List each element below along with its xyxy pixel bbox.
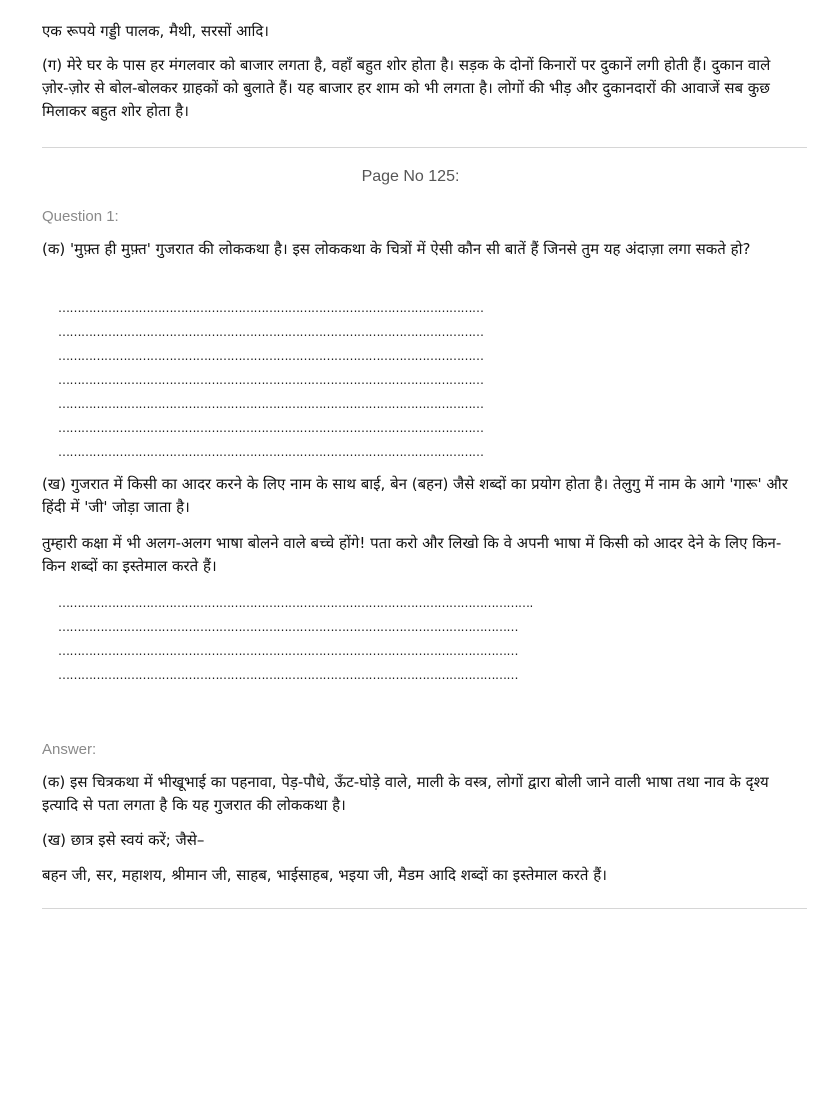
continuation-text: एक रूपये गड्डी पालक, मैथी, सरसों आदि। <box>42 22 269 40</box>
question-kha: (ख) गुजरात में किसी का आदर करने के लिए नाम के साथ बाई, बेन (बहन) जैसे शब्दों का प्रयोग होता है। तेलुगु में नाम के आगे 'गारू' और हिंदी में 'जी' जोड़ा जाता है। <box>42 475 788 516</box>
answer-blank-line: ………………………………………………………………………………………………… <box>58 325 484 339</box>
question-kha-task: तुम्हारी कक्षा में भी अलग-अलग भाषा बोलने वाले बच्चे होंगे! पता करो और लिखो कि वे अपनी भाषा में किसी को आदर देने के लिए किन-किन शब्दों का इस्तेमाल करते हैं। <box>42 534 782 575</box>
answer-kha-example: बहन जी, सर, महाशय, श्रीमान जी, साहब, भाईसाहब, भइया जी, मैडम आदि शब्दों का इस्तेमाल करते हैं। <box>42 866 607 884</box>
answer-label: Answer: <box>42 741 97 758</box>
answer-blank-line: ………………………………………………………………………………………………… <box>58 421 484 435</box>
answer-blank-line: ………………………………………………………………………………………………… <box>58 445 484 459</box>
question-label: Question 1: <box>42 208 119 225</box>
answer-blank-line: ………………………………………………………………………………………………………… <box>58 620 518 634</box>
section-divider <box>42 147 807 148</box>
question-ka: (क) 'मुफ़्त ही मुफ़्त' गुजरात की लोककथा है। इस लोककथा के चित्रों में ऐसी कौन सी बातें हैं जिनसे तुम यह अंदाज़ा लगा सकते हो? <box>42 240 751 258</box>
section-divider <box>42 908 807 909</box>
page-number: Page No 125: <box>361 168 460 185</box>
answer-ka: (क) इस चित्रकथा में भीखूभाई का पहनावा, पेड़-पौधे, ऊँट-घोड़े वाले, माली के वस्त्र, लोगों द्वारा बोली जाने वाली भाषा तथा नाव के दृश्य इत्यादि से पता लगता है कि यह गुजरात की लोककथा है। <box>42 773 769 814</box>
answer-blank-line: ………………………………………………………………………………………………… <box>58 373 484 387</box>
answer-blank-line: ………………………………………………………………………………………………………… <box>58 668 518 682</box>
answer-blank-line: ………………………………………………………………………………………………… <box>58 397 484 411</box>
answer-blank-line: ……………………………………………………………………………………………………………. <box>58 596 533 610</box>
answer-blank-line: ………………………………………………………………………………………………… <box>58 349 484 363</box>
answer-kha-intro: (ख) छात्र इसे स्वयं करें; जैसे– <box>42 831 205 849</box>
answer-blank-line: ………………………………………………………………………………………………… <box>58 301 484 315</box>
paragraph-ga: (ग) मेरे घर के पास हर मंगलवार को बाजार लगता है, वहाँ बहुत शोर होता है। सड़क के दोनों किनारों पर दुकानें लगी होती हैं। दुकान वाले ज़ोर-ज़ोर से बोल-बोलकर ग्राहकों को बुलाते हैं। यह बाजार हर शाम को भी लगता है। लोगों की भीड़ और दुकानदारों की आवाजें सब कुछ मिलाकर बहुत शोर होता है। <box>42 56 771 120</box>
answer-blank-line: ………………………………………………………………………………………………………… <box>58 644 518 658</box>
